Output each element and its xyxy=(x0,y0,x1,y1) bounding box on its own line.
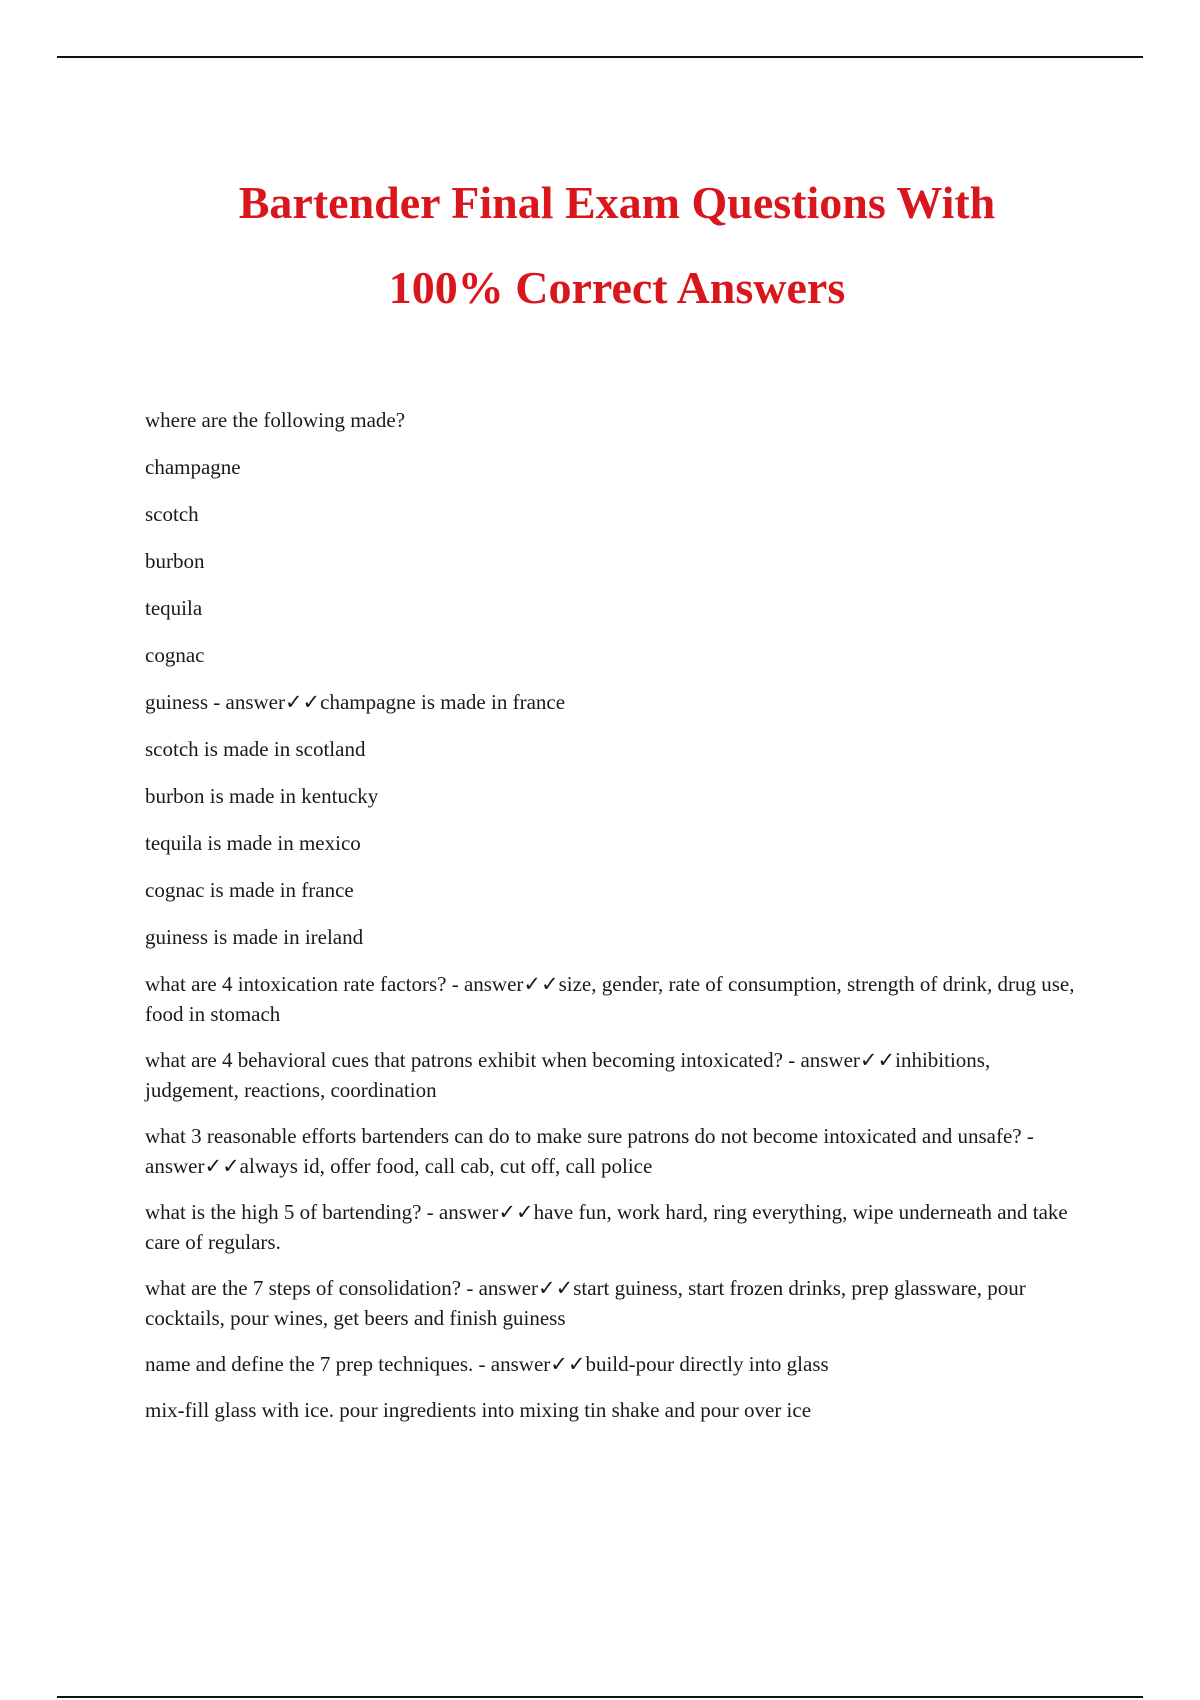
answer-paragraph: tequila is made in mexico xyxy=(145,831,361,855)
list-item: burbon xyxy=(145,549,205,573)
list-item: champagne xyxy=(145,455,241,479)
document-body xyxy=(145,405,1085,1441)
list-item: cognac xyxy=(145,643,205,667)
answer-paragraph: burbon is made in kentucky xyxy=(145,784,379,808)
title-line-2: 100% Correct Answers xyxy=(388,262,846,313)
question-answer-paragraph: what are 4 intoxication rate factors? - answer✓✓size, gender, rate of consumption, strength of drink, drug use, food in stomach xyxy=(145,972,1075,1026)
title-line-1: Bartender Final Exam Questions With xyxy=(238,177,996,228)
document-title xyxy=(0,160,1200,330)
question-answer-paragraph: what 3 reasonable efforts bartenders can do to make sure patrons do not become intoxicated and unsafe? - answer✓✓always id, offer food, call cab, cut off, call police xyxy=(145,1124,1034,1178)
list-item: scotch xyxy=(145,502,199,526)
question-answer-paragraph: what is the high 5 of bartending? - answer✓✓have fun, work hard, ring everything, wipe underneath and take care of regulars. xyxy=(145,1200,1068,1254)
answer-paragraph: guiness - answer✓✓champagne is made in france xyxy=(145,690,566,714)
answer-paragraph: cognac is made in france xyxy=(145,878,354,902)
top-rule xyxy=(57,56,1143,58)
answer-paragraph: guiness is made in ireland xyxy=(145,925,364,949)
answer-paragraph: scotch is made in scotland xyxy=(145,737,366,761)
answer-paragraph: mix-fill glass with ice. pour ingredients into mixing tin shake and pour over ice xyxy=(145,1398,812,1422)
bottom-rule xyxy=(57,1696,1143,1698)
question-answer-paragraph: name and define the 7 prep techniques. - answer✓✓build-pour directly into glass xyxy=(145,1352,829,1376)
question-answer-paragraph: what are the 7 steps of consolidation? - answer✓✓start guiness, start frozen drinks, prep glassware, pour cocktails, pour wines, get beers and finish guiness xyxy=(145,1276,1026,1330)
list-item: tequila xyxy=(145,596,203,620)
question-paragraph: where are the following made? xyxy=(145,408,406,432)
question-answer-paragraph: what are 4 behavioral cues that patrons exhibit when becoming intoxicated? - answer✓✓inhibitions, judgement, reactions, coordination xyxy=(145,1048,991,1102)
